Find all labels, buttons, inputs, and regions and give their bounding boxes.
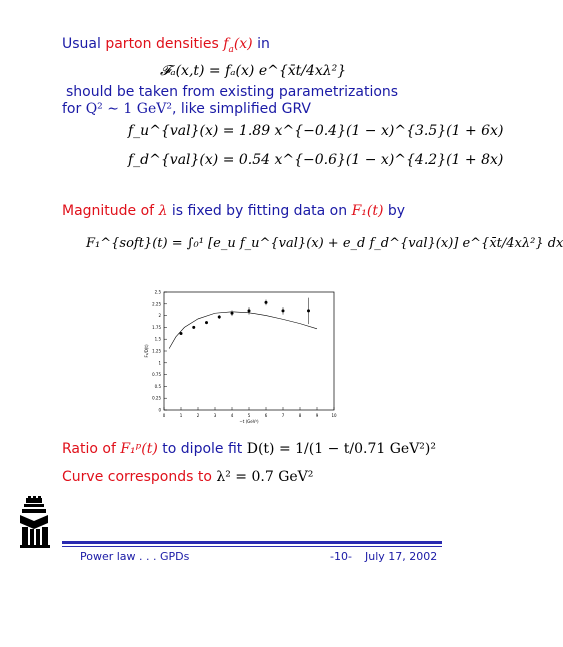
y-tick-label: 1.25 xyxy=(152,348,161,354)
data-point xyxy=(180,332,183,335)
text-lambda-value: λ² = 0.7 GeV² xyxy=(216,469,314,485)
x-tick-label: 4 xyxy=(230,413,234,418)
data-point xyxy=(307,309,310,312)
data-point xyxy=(248,309,251,312)
footer-date: July 17, 2002 xyxy=(365,550,438,563)
y-tick-label: 0.75 xyxy=(152,372,161,378)
footer-rule-thin xyxy=(62,546,442,547)
text-fa-symbol: $f_a(x)$ xyxy=(223,36,253,55)
text-simplified-grv: , like simplified GRV xyxy=(171,101,311,117)
text-line-3 xyxy=(62,101,311,117)
equation-form-factor xyxy=(160,63,346,79)
text-line-2: should be taken from existing parametrizations xyxy=(66,84,399,100)
text-curve-corresponds: Curve corresponds to xyxy=(62,469,212,485)
ratio-chart xyxy=(130,286,340,431)
equation-fu-val: f_u^{val}(x) = 1.89 x^{−0.4}(1 − x)^{3.5}(1 + 6x) xyxy=(128,123,504,139)
equation-form-factor-text: 𝓕ₐ(x,t) = fₐ(x) e^{x̄t/4xλ²} xyxy=(160,63,347,79)
y-tick-label: 2.25 xyxy=(152,301,161,307)
text-lambda: λ xyxy=(158,203,168,219)
y-tick-label: 2.5 xyxy=(154,289,161,295)
y-tick-label: 0 xyxy=(158,407,161,413)
text-for: for xyxy=(62,101,82,117)
y-axis-label: F₁/D(t) xyxy=(144,344,149,358)
text-in: in xyxy=(257,36,270,52)
text-line-1 xyxy=(62,36,270,55)
x-tick-label: 2 xyxy=(196,413,200,418)
data-point xyxy=(282,309,285,312)
x-tick-label: 5 xyxy=(247,413,251,418)
text-f1p-t: F₁ᵖ(t) xyxy=(120,441,158,457)
text-dipole-formula: D(t) = 1/(1 − t/0.71 GeV²)² xyxy=(246,441,436,457)
x-tick-label: 6 xyxy=(264,413,268,418)
data-point xyxy=(265,301,268,304)
x-tick-label: 9 xyxy=(315,413,319,418)
x-tick-label: 3 xyxy=(213,413,217,418)
y-tick-label: 1.5 xyxy=(154,336,161,342)
x-tick-label: 7 xyxy=(281,413,285,418)
footer-title: Power law . . . GPDs xyxy=(80,550,190,563)
y-tick-label: 1 xyxy=(158,360,161,366)
data-point xyxy=(231,312,234,315)
text-magnitude-of: Magnitude of xyxy=(62,203,155,219)
text-by: by xyxy=(387,203,406,219)
text-q2: Q² ∼ 1 GeV² xyxy=(85,101,172,117)
data-point xyxy=(205,321,208,324)
text-to-dipole-fit: to dipole fit xyxy=(162,441,243,457)
x-tick-label: 10 xyxy=(331,413,337,418)
text-f1t: F₁(t) xyxy=(351,203,384,219)
data-point xyxy=(218,316,221,319)
equation-f1-soft: F₁^{soft}(t) = ∫₀¹ [e_u f_u^{val}(x) + e_d f_d^{val}(x)] e^{x̄t/4xλ²} dx xyxy=(86,236,563,251)
y-tick-label: 1.75 xyxy=(152,324,161,330)
text-fixed-by-fitting: is fixed by fitting data on xyxy=(171,203,348,219)
equation-fd-val: f_d^{val}(x) = 0.54 x^{−0.6}(1 − x)^{4.2}(1 + 8x) xyxy=(128,152,504,168)
y-tick-label: 2 xyxy=(158,313,161,319)
footer-page-number: -10- xyxy=(330,550,352,563)
university-crest-icon xyxy=(18,496,52,550)
y-tick-label: 0.5 xyxy=(154,383,161,389)
text-ratio-of: Ratio of xyxy=(62,441,116,457)
x-tick-label: 0 xyxy=(162,413,166,418)
footer-rule-thick xyxy=(62,541,442,544)
text-line-5 xyxy=(62,441,436,457)
text-usual: Usual xyxy=(62,36,101,52)
text-line-6 xyxy=(62,469,313,485)
x-axis-label: −t (GeV²) xyxy=(239,419,259,424)
fit-curve xyxy=(169,312,317,349)
text-parton-densities: parton densities xyxy=(105,36,219,52)
x-tick-label: 8 xyxy=(298,413,302,418)
text-line-4 xyxy=(62,203,405,219)
y-tick-label: 0.25 xyxy=(152,395,161,401)
x-tick-label: 1 xyxy=(179,413,183,418)
data-point xyxy=(192,326,195,329)
